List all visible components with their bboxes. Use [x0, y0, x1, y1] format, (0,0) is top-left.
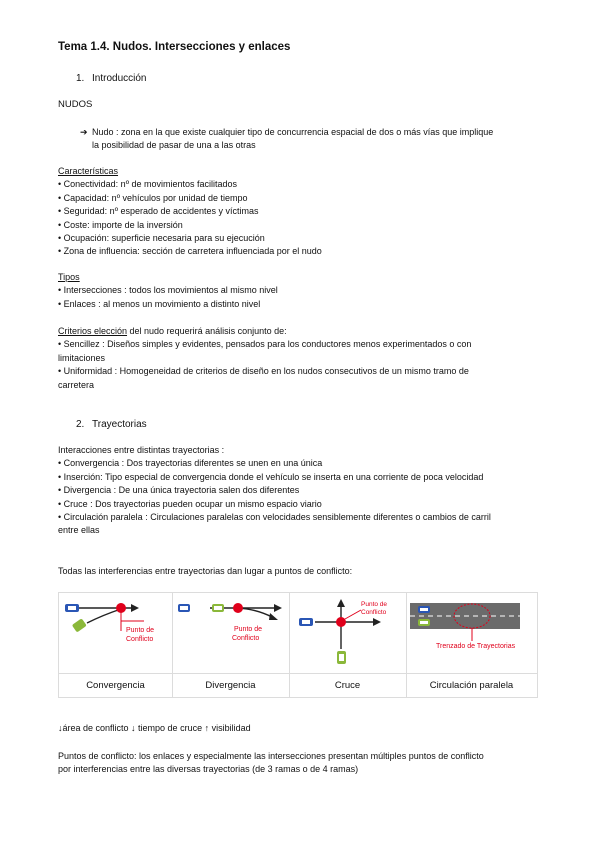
punto-conflicto-label: Punto de — [234, 626, 263, 633]
diagram-label: Circulación paralela — [429, 680, 514, 691]
circulacion-paralela-diagram — [406, 593, 537, 673]
criterios-block — [58, 325, 548, 392]
criterios-heading-rest: del nudo requerirá análisis conjunto de: — [127, 326, 287, 336]
section-label: Trayectorias — [92, 419, 147, 430]
list-item: • Capacidad: nº vehículos por unidad de tiempo — [58, 192, 248, 203]
diagram-cell-cruce — [289, 593, 407, 697]
list-item: • Inserción: Tipo especial de convergencia donde el vehículo se inserta en una corriente de poca velocidad — [58, 471, 484, 482]
paragraph-line: Puntos de conflicto: los enlaces y especialmente las intersecciones presentan múltiples puntos de conflicto — [58, 751, 484, 761]
list-item: • Sencillez : Diseños simples y evidentes, pensados para los conductores menos experimentados o con — [58, 339, 472, 350]
caracteristicas-block — [58, 165, 548, 259]
list-item: • Seguridad: nº esperado de accidentes y víctimas — [58, 206, 259, 217]
criterios-heading: Criterios elección — [58, 326, 128, 336]
interacciones-heading: Interacciones entre distintas trayectorias : — [58, 445, 225, 455]
cruce-diagram — [289, 593, 406, 673]
diagram-label: Cruce — [334, 680, 361, 691]
puntos-conflicto-paragraph — [58, 750, 548, 777]
punto-conflicto-label: Punto de — [361, 601, 388, 608]
punto-conflicto-label: Punto de — [126, 627, 155, 634]
caracteristicas-heading: Características — [58, 166, 119, 176]
conflict-point-icon — [116, 603, 126, 613]
diagram-label: Convergencia — [86, 680, 145, 691]
list-item: carretera — [58, 379, 95, 390]
list-item: • Zona de influencia: sección de carretera influenciada por el nudo — [58, 246, 322, 257]
conflict-point-icon — [336, 617, 346, 627]
list-item: • Uniformidad : Homogeneidad de criterios de diseño en los nudos consecutivos de un mismo tramo de — [58, 366, 469, 377]
arrow-right-icon: ➔ — [80, 127, 88, 137]
punto-conflicto-label: Conflicto — [232, 635, 260, 642]
tipos-heading: Tipos — [58, 272, 80, 282]
diagram-label: Divergencia — [205, 680, 256, 691]
diagram-cell-divergencia — [172, 593, 290, 697]
list-item: • Circulación paralela : Circulaciones paralelas con velocidades sensiblemente diferentes o cambios de carril — [58, 512, 491, 523]
convergencia-diagram — [59, 593, 172, 673]
section-number: 2. — [76, 419, 85, 430]
section-heading-trayectorias — [76, 419, 147, 430]
nudos-heading: NUDOS — [58, 99, 93, 110]
tipos-block — [58, 271, 548, 311]
list-item: entre ellas — [58, 525, 100, 536]
criterios-heading-line — [58, 325, 548, 338]
interacciones-block — [58, 444, 548, 538]
list-item: limitaciones — [58, 352, 106, 363]
list-item: • Divergencia : De una única trayectoria salen dos diferentes — [58, 485, 300, 496]
list-item: • Coste: importe de la inversión — [58, 219, 183, 230]
list-item: • Intersecciones : todos los movimientos al mismo nivel — [58, 285, 278, 296]
nudo-definition-line-2: la posibilidad de pasar de una a las otras — [92, 140, 256, 151]
interferencias-text: Todas las interferencias entre trayectorias dan lugar a puntos de conflicto: — [58, 566, 353, 576]
conflict-point-icon — [233, 603, 243, 613]
list-item: • Conectividad: nº de movimientos facilitados — [58, 179, 238, 190]
consecuencias-text: ↓área de conflicto ↓ tiempo de cruce ↑ visibilidad — [58, 723, 251, 733]
section-label: Introducción — [92, 73, 147, 84]
section-heading-introduccion — [76, 73, 146, 84]
list-item: • Convergencia : Dos trayectorias diferentes se unen en una única — [58, 458, 323, 469]
list-item: • Cruce : Dos trayectorias pueden ocupar un mismo espacio viario — [58, 498, 322, 509]
diagram-cell-circulacion-paralela — [406, 593, 537, 697]
nudo-definition-line-1: Nudo : zona en la que existe cualquier tipo de concurrencia espacial de dos o más vías que implique — [92, 127, 494, 137]
punto-conflicto-label: Conflicto — [361, 609, 387, 616]
page-title: Tema 1.4. Nudos. Intersecciones y enlaces — [58, 41, 291, 53]
car-icon — [72, 618, 87, 632]
trenzado-label: Trenzado de Trayectorias — [436, 643, 516, 650]
divergencia-diagram — [172, 593, 289, 673]
list-item: • Enlaces : al menos un movimiento a distinto nivel — [58, 298, 261, 309]
paragraph-line: por interferencias entre las diversas trayectorias (de 3 ramas o de 4 ramas) — [58, 764, 359, 775]
conflict-diagrams-table — [58, 592, 538, 698]
punto-conflicto-label: Conflicto — [126, 636, 154, 643]
diagram-cell-convergencia — [59, 593, 173, 697]
list-item: • Ocupación: superficie necesaria para su ejecución — [58, 233, 265, 244]
section-number: 1. — [76, 73, 85, 84]
